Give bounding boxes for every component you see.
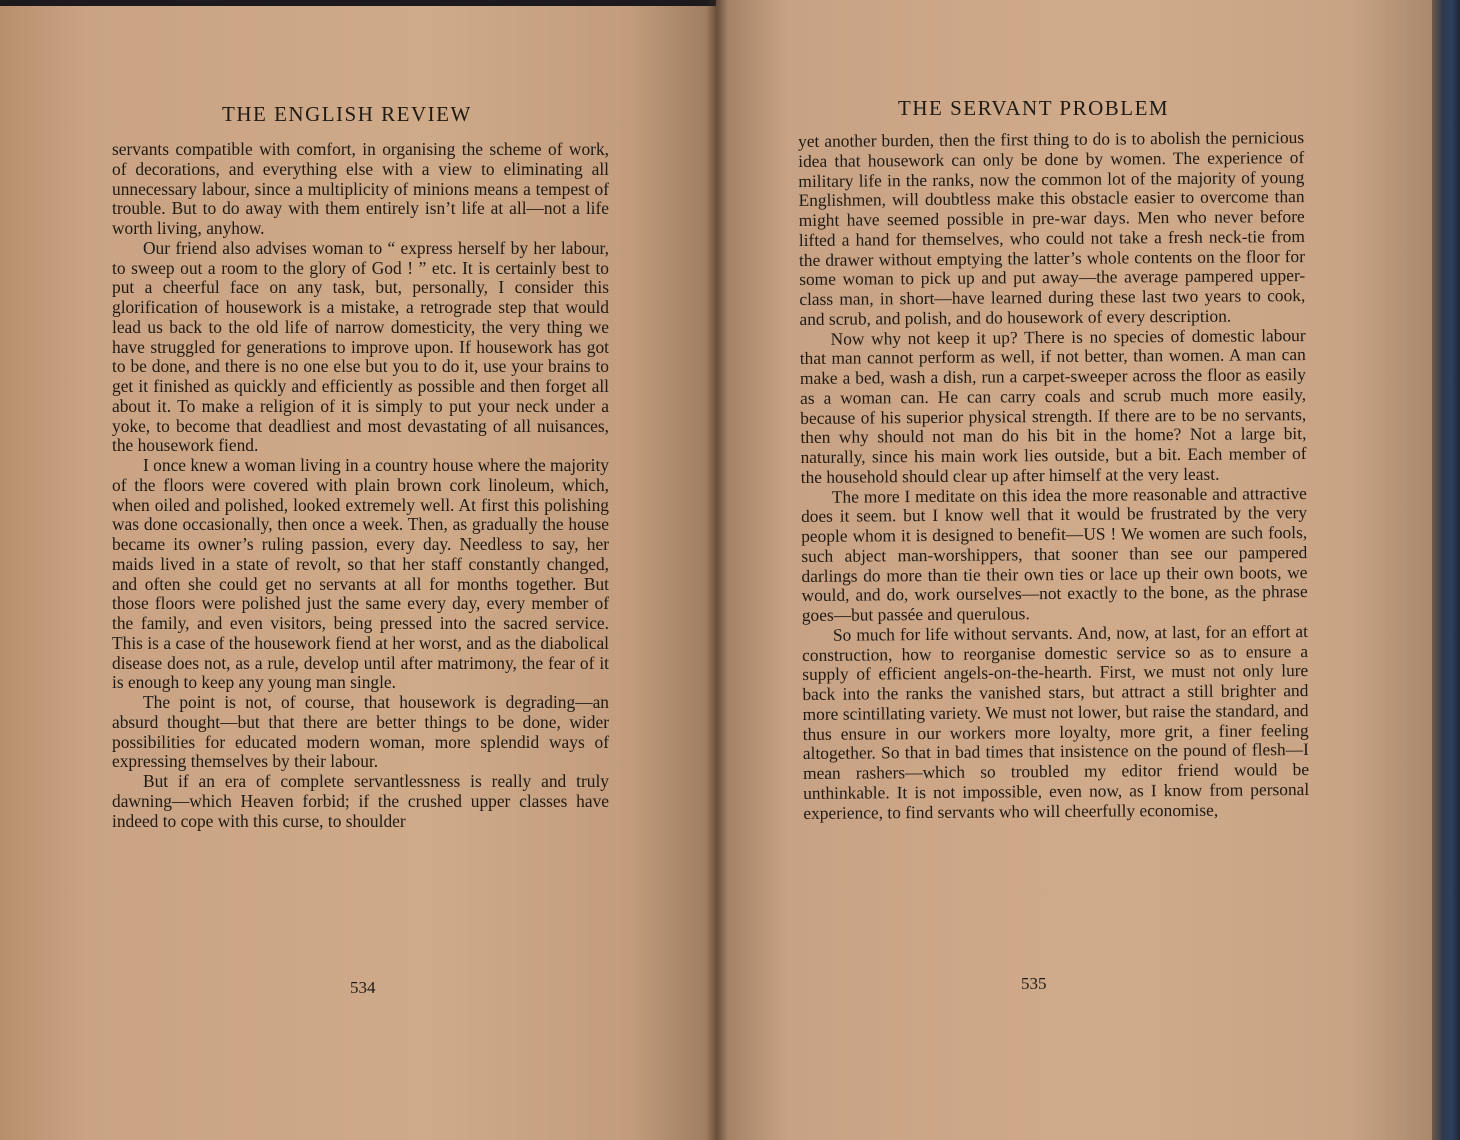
page-number-right: 535 [1021,974,1047,993]
running-head-left: THE ENGLISH REVIEW [222,102,472,126]
page-number-left: 534 [350,978,376,997]
left-page [0,0,716,1140]
right-paragraph-1: yet another burden, then the first thing to do is to abolish the pernicious idea that housework can only be done by women. The experience of military life in the ranks, now the common lot of the majority of young Englishmen, will doubtless make this obstacle easier to overcome than might have seemed possible in pre-war days. Men who never before lifted a hand for themselves, who could not take a fresh neck-tie from the drawer without emptying the latter’s whole contents on the floor for some woman to pick up and put away—the average pampered upper-class man, in short—have learned during these last two years to cook, and scrub, and polish, and do housework of every description. [797,127,1306,329]
running-head-right: THE SERVANT PROBLEM [898,96,1170,120]
right-page [716,0,1436,1140]
left-text-block [112,140,609,831]
right-text-block [798,128,1309,823]
left-paragraph-3: I once knew a woman living in a country house where the majority of the floors were covered with plain brown cork linoleum, which, when oiled and polished, looked extremely well. At first this polishing was done occasionally, then once a week. Then, as gradually the house became its owner’s ruling passion, every day. Needless to say, her maids lived in a state of revolt, so that her staff constantly changed, and often she could get no servants at all for months together. But those floors were polished just the same every day, every member of the family, and even visitors, being pressed into the sacred service. This is a case of the housework fiend at her worst, and as the diabolical disease does not, as a rule, develop until after matrimony, the fear of it is enough to keep any young man single. [112,455,609,693]
right-paragraph-2: Now why not keep it up? There is no species of domestic labour that man cannot perform as well, if not better, than women. A man can make a bed, wash a dish, run a carpet-sweeper across the floor as easily as a woman can. He can carry coals and scrub much more easily, because of his superior physical strength. If there are to be no servants, then why should not man do his bit in the home? Not a large bit, naturally, since his main work lies outside, but a bit. Each member of the household should clear up after himself at the very least. [799,324,1307,487]
left-paragraph-4: The point is not, of course, that housework is degrading—an absurd thought—but that there are better things to be done, wider possibilities for educated modern woman, more splendid ways of expressing themselves by their labour. [112,692,609,772]
right-paragraph-4: So much for life without servants. And, now, at last, for an effort at construction, how to reorganise domestic service so as to ensure a supply of efficient angels-on-the-hearth. First, we must not only lure back into the ranks the vanished stars, but attract a still brighter and more scintillating variety. We must not lower, but raise the standard, and thus ensure in our workers more loyalty, more grit, a finer feeling altogether. So that in bad times that insistence on the pound of flesh—I mean rashers—which so troubled my editor friend would be unthinkable. It is not impossible, even now, as I know from personal experience, to find servants who will cheerfully economise, [802,620,1310,823]
right-paragraph-3: The more I meditate on this idea the more reasonable and attractive does it seem. but I know well that it would be frustrated by the very people whom it is designed to benefit—US ! We women are such fools, such abject man-worshippers, that sooner than see our pampered darlings do more than tie their own ties or lace up their own boots, we would, and do, work ourselves—not exactly to the bone, as the phrase goes—but passée and querulous. [800,482,1308,625]
left-paragraph-1: servants compatible with comfort, in organising the scheme of work, of decorations, and everything else with a view to eliminating all unnecessary labour, since a multiplicity of minions means a tempest of trouble. But to do away with them entirely isn’t life at all—not a life worth living, anyhow. [112,139,609,238]
book-cover-edge [1432,0,1460,1140]
left-paragraph-5: But if an era of complete servantlessness is really and truly dawning—which Heaven forbid; if the crushed upper classes have indeed to cope with this curse, to shoulder [112,771,609,831]
left-paragraph-2: Our friend also advises woman to “ express herself by her labour, to sweep out a room to the glory of God ! ” etc. It is certainly best to put a cheerful face on any task, but, personally, I consider this glorification of housework is a mistake, a retrograde step that would lead us back to the old life of narrow domesticity, the very thing we have struggled for generations to improve upon. If housework has got to be done, and there is no one else but you to do it, use your brains to get it finished as quickly and efficiently as possible and then forget all about it. To make a religion of it is simply to put your neck under a yoke, to become that deadliest and most devastating of all nuisances, the housework fiend. [112,237,609,456]
